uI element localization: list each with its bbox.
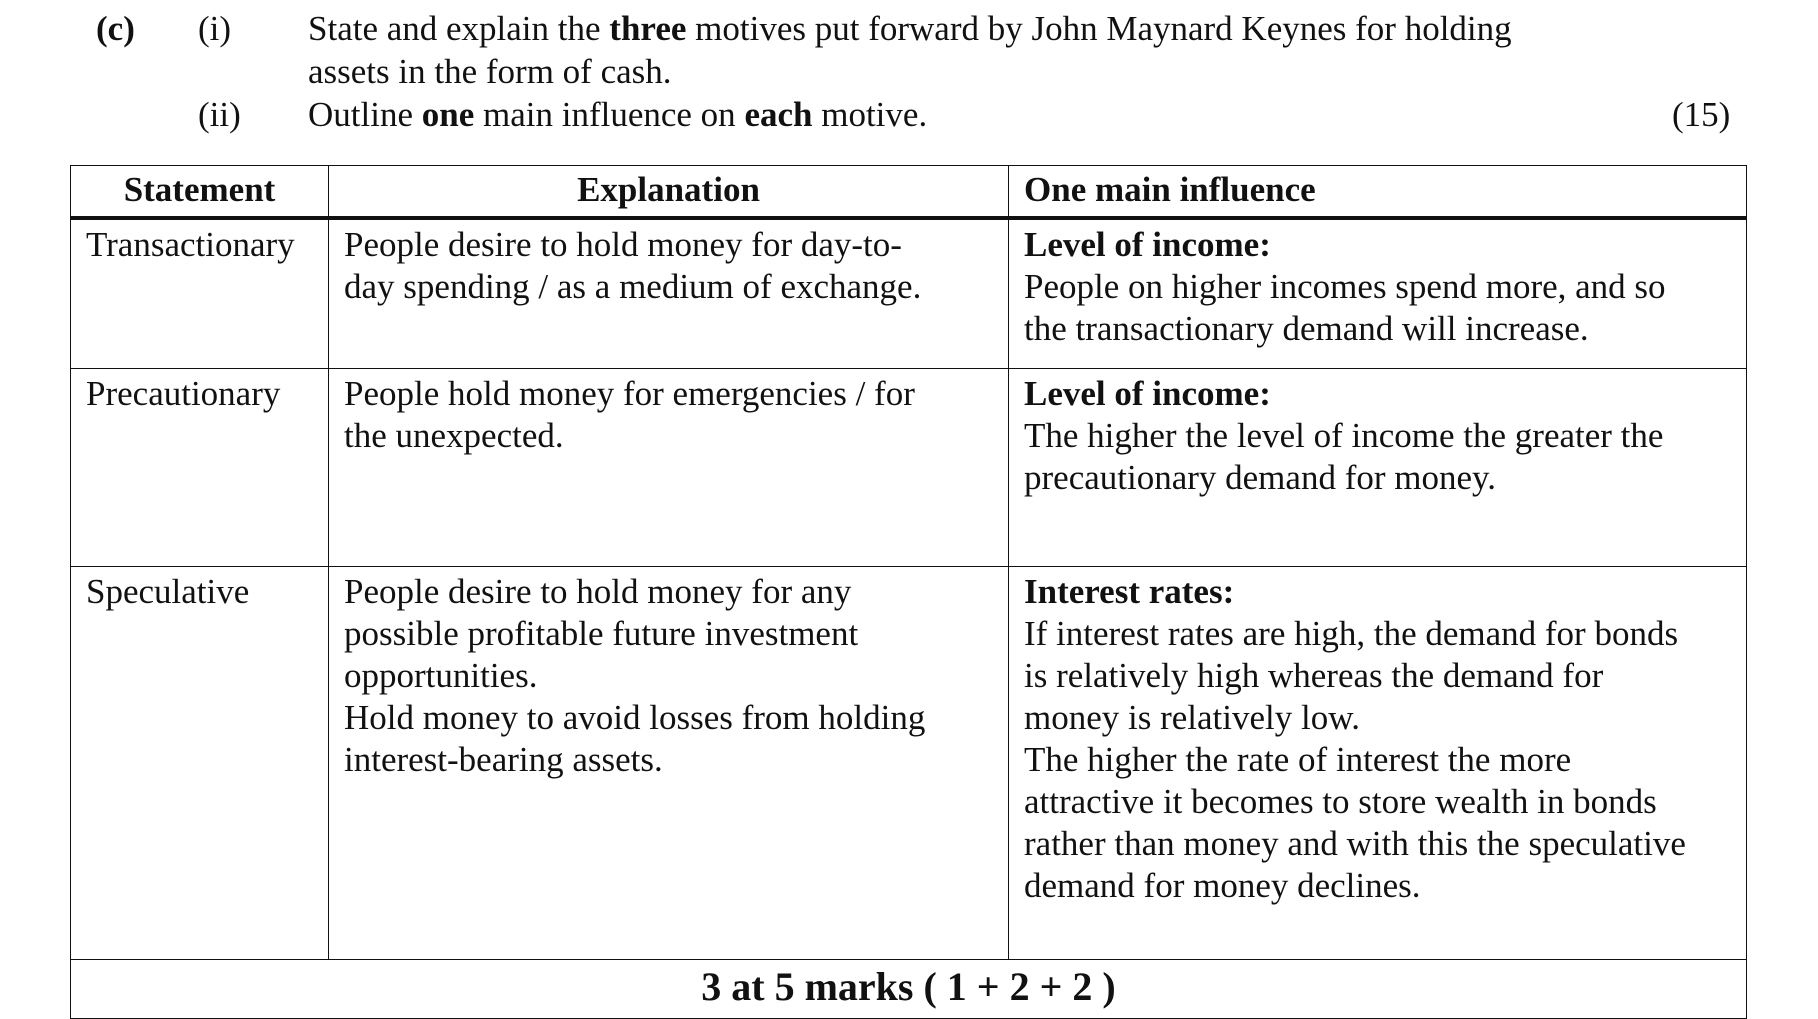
sub-question-ii-bold-each: each	[744, 95, 813, 134]
explanation-cell	[329, 218, 1009, 369]
influence-line: The higher the level of income the greater the	[1024, 416, 1664, 455]
influence-title: Level of income:	[1024, 225, 1271, 264]
header-explanation: Explanation	[329, 166, 1009, 219]
explanation-cell	[329, 369, 1009, 567]
header-influence	[1009, 166, 1747, 219]
influence-line: demand for money declines.	[1024, 866, 1421, 905]
part-label: (c)	[96, 9, 135, 48]
statement-cell	[71, 369, 329, 567]
sub-question-i-text	[308, 8, 1512, 50]
sub-question-ii-post: motive.	[812, 95, 928, 134]
table-row	[71, 567, 1747, 960]
sub-question-i-line2: assets in the form of cash.	[308, 52, 672, 91]
sub-question-ii-pre: Outline	[308, 95, 422, 134]
influence-line: is relatively high whereas the demand for	[1024, 656, 1604, 695]
explanation-line: People desire to hold money for any	[344, 572, 852, 611]
explanation-line: possible profitable future investment	[344, 614, 859, 653]
statement-text: Transactionary	[86, 225, 295, 264]
sub-question-i-pre: State and explain the	[308, 9, 610, 48]
sub-question-i-label: (i)	[198, 9, 232, 48]
explanation-line: People hold money for emergencies / for	[344, 374, 915, 413]
influence-cell	[1009, 369, 1747, 567]
influence-line: If interest rates are high, the demand for bonds	[1024, 614, 1679, 653]
marks-total: (15)	[1672, 95, 1731, 134]
influence-cell	[1009, 567, 1747, 960]
explanation-line: interest-bearing assets.	[344, 740, 663, 779]
influence-line: People on higher incomes spend more, and so	[1024, 267, 1666, 306]
sub-question-i-post: motives put forward by John Maynard Keynes for holding	[686, 9, 1512, 48]
explanation-line: day spending / as a medium of exchange.	[344, 267, 922, 306]
table-row	[71, 369, 1747, 567]
influence-cell	[1009, 218, 1747, 369]
explanation-line: People desire to hold money for day-to-	[344, 225, 902, 264]
marking-scheme-table	[70, 165, 1747, 1019]
table-row	[71, 218, 1747, 369]
header-statement: Statement	[71, 166, 329, 219]
influence-line: precautionary demand for money.	[1024, 458, 1496, 497]
influence-line: rather than money and with this the speculative	[1024, 824, 1686, 863]
statement-cell	[71, 567, 329, 960]
sub-question-ii-text	[308, 94, 927, 136]
sub-question-ii-bold-one: one	[421, 95, 475, 134]
influence-line: attractive it becomes to store wealth in bonds	[1024, 782, 1657, 821]
explanation-cell	[329, 567, 1009, 960]
statement-text: Speculative	[86, 572, 250, 611]
statement-text: Precautionary	[86, 374, 281, 413]
explanation-line: the unexpected.	[344, 416, 564, 455]
table-header-row	[71, 166, 1747, 219]
sub-question-ii-mid: main influence on	[474, 95, 745, 134]
table-footer-row	[71, 960, 1747, 1019]
sub-question-ii-label: (ii)	[198, 95, 241, 134]
influence-title: Level of income:	[1024, 374, 1271, 413]
marks-allocation: 3 at 5 marks ( 1 + 2 + 2 )	[71, 960, 1747, 1019]
influence-title: Interest rates:	[1024, 572, 1235, 611]
explanation-line: opportunities.	[344, 656, 538, 695]
influence-line: the transactionary demand will increase.	[1024, 309, 1589, 348]
influence-line: The higher the rate of interest the more	[1024, 740, 1572, 779]
header-influence-label: One main influence	[1024, 170, 1316, 209]
influence-line: money is relatively low.	[1024, 698, 1360, 737]
statement-cell	[71, 218, 329, 369]
explanation-line: Hold money to avoid losses from holding	[344, 698, 926, 737]
sub-question-i-bold: three	[609, 9, 687, 48]
